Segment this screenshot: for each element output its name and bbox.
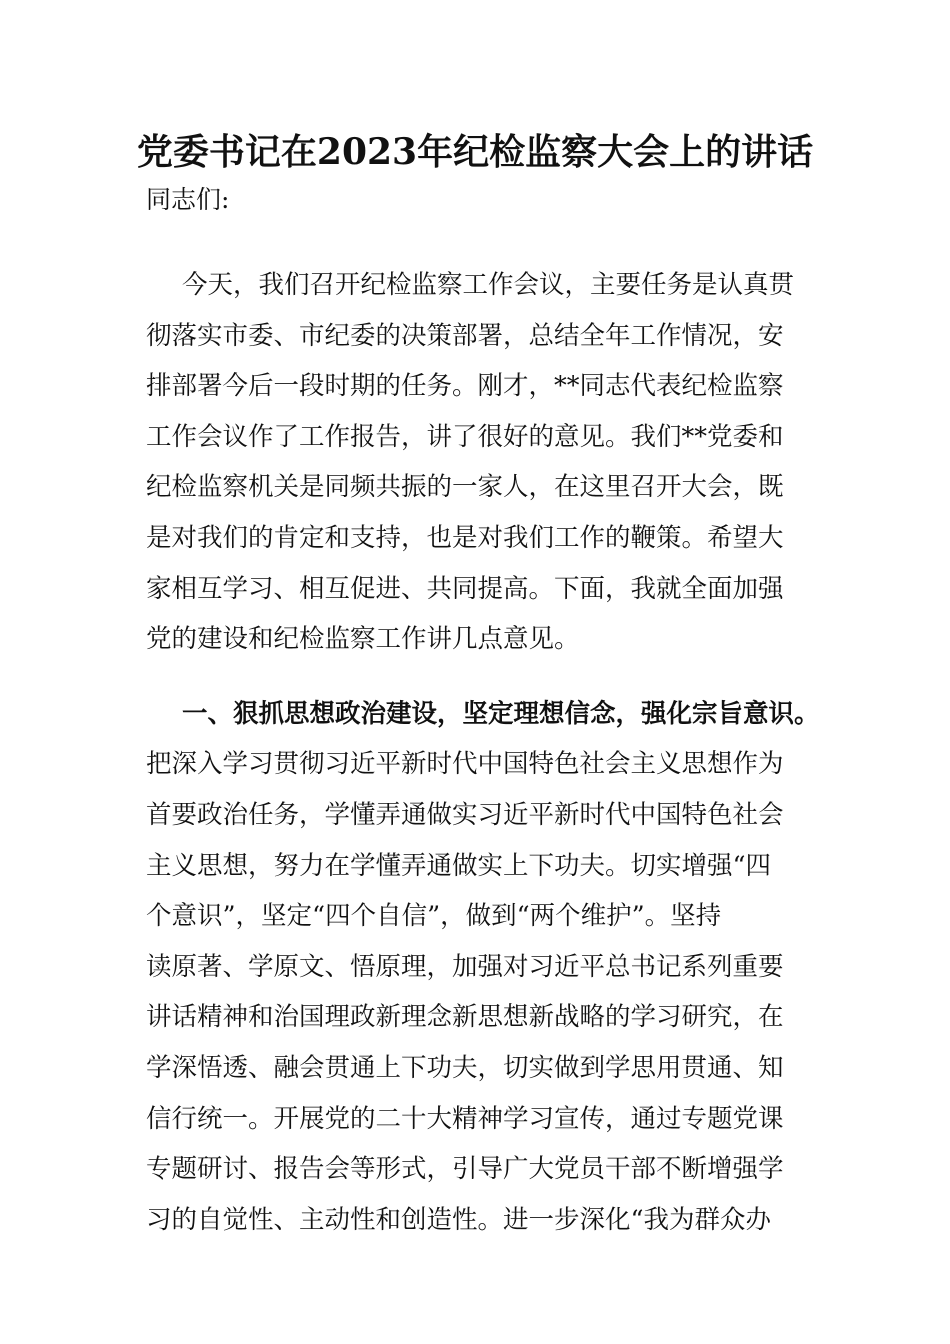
paragraph-line: 专题研讨、报告会等形式，引导广大党员干部不断增强学 (146, 1154, 784, 1185)
paragraph-line: 是对我们的肯定和支持，也是对我们工作的鞭策。希望大 (146, 522, 784, 553)
paragraph-line: 家相互学习、相互促进、共同提高。下面，我就全面加强 (146, 573, 784, 604)
paragraph-line: 今天，我们召开纪检监察工作会议，主要任务是认真贯 (182, 270, 795, 300)
paragraph-line: 党的建设和纪检监察工作讲几点意见。 (146, 624, 580, 655)
paragraph-line: 读原著、学原文、悟原理，加强对习近平总书记系列重要 (146, 951, 784, 982)
paragraph-line: 排部署今后一段时期的任务。刚才，**同志代表纪检监察 (146, 371, 784, 402)
paragraph-line: 彻落实市委、市纪委的决策部署，总结全年工作情况，安 (146, 320, 784, 351)
section-heading: 一、狠抓思想政治建设，坚定理想信念，强化宗旨意识。 (182, 698, 820, 729)
paragraph-line: 工作会议作了工作报告，讲了很好的意见。我们**党委和 (146, 421, 784, 452)
paragraph-line: 习的自觉性、主动性和创造性。进一步深化“我为群众办 (146, 1204, 772, 1235)
paragraph-line: 信行统一。开展党的二十大精神学习宣传，通过专题党课 (146, 1103, 784, 1134)
paragraph-line: 讲话精神和治国理政新理念新思想新战略的学习研究，在 (146, 1002, 784, 1033)
paragraph-line: 主义思想，努力在学懂弄通做实上下功夫。切实增强“四 (146, 850, 772, 881)
paragraph-line: 学深悟透、融会贯通上下功夫，切实做到学思用贯通、知 (146, 1052, 784, 1083)
salutation: 同志们: (146, 185, 230, 214)
paragraph-line: 个意识”，坚定“四个自信”，做到“两个维护”。坚持 (146, 901, 722, 932)
paragraph-line: 纪检监察机关是同频共振的一家人，在这里召开大会，既 (146, 472, 784, 503)
paragraph-line: 把深入学习贯彻习近平新时代中国特色社会主义思想作为 (146, 749, 784, 780)
paragraph-gap (146, 665, 826, 689)
document-title: 党委书记在2023年纪检监察大会上的讲话 (136, 131, 814, 173)
document-body (146, 260, 826, 1245)
paragraph-line: 首要政治任务，学懂弄通做实习近平新时代中国特色社会 (146, 799, 784, 830)
